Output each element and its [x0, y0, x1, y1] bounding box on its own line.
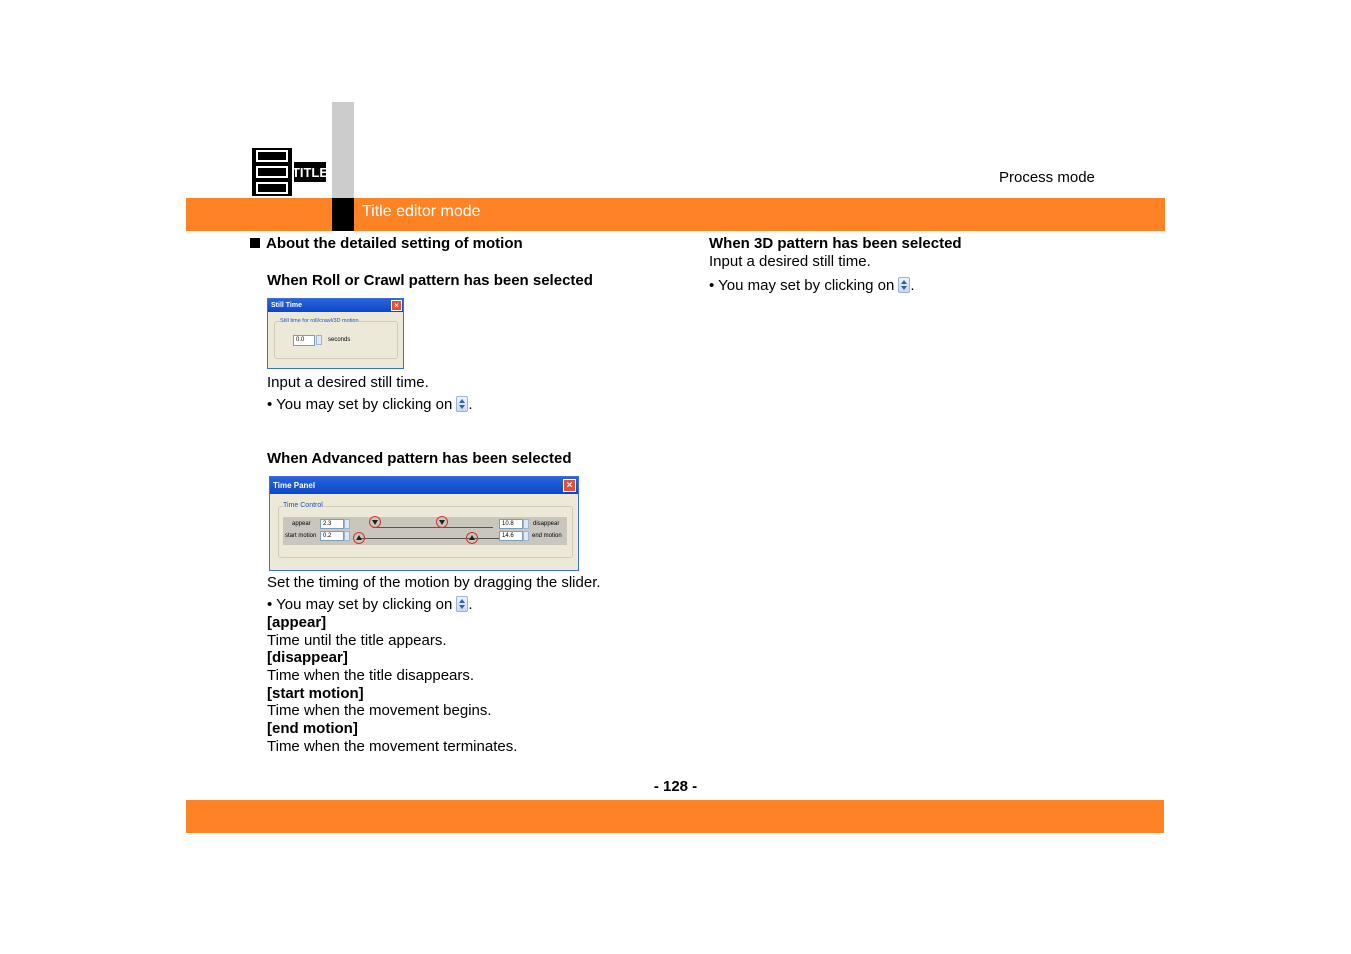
threed-bullet-end: . — [910, 277, 915, 294]
start-motion-label: start motion — [285, 533, 317, 539]
threed-heading: When 3D pattern has been selected — [709, 235, 962, 252]
time-track-area — [283, 517, 567, 545]
threed-bullet-text: • You may set by clicking on — [709, 277, 895, 294]
end-motion-slider-handle[interactable] — [466, 532, 478, 544]
appear-input[interactable]: 2.3 — [320, 519, 344, 529]
disappear-label: disappear — [533, 521, 560, 527]
roll-bullet-text: • You may set by clicking on — [267, 396, 453, 413]
end-motion-spinner[interactable] — [523, 531, 529, 541]
start-motion-slider-handle[interactable] — [353, 532, 365, 544]
appear-spinner[interactable] — [344, 519, 350, 529]
time-panel-titlebar — [270, 477, 578, 494]
roll-bullet-end: . — [468, 396, 473, 413]
threed-bullet — [709, 277, 915, 295]
def-disappear: Time when the title disappears. — [267, 667, 475, 684]
square-bullet-icon — [250, 238, 260, 248]
roll-bullet — [267, 396, 473, 414]
still-time-dialog — [267, 298, 404, 369]
spin-arrows-icon — [456, 596, 468, 612]
spin-arrows-icon — [456, 396, 468, 412]
advanced-heading: When Advanced pattern has been selected — [267, 450, 572, 467]
appear-slider-handle[interactable] — [369, 516, 381, 528]
section-title — [250, 235, 523, 253]
still-time-title: Still Time — [271, 302, 302, 309]
page-number: - 128 - — [653, 778, 698, 795]
still-time-unit: seconds — [328, 337, 351, 343]
end-motion-input[interactable]: 14.6 — [499, 531, 523, 541]
appear-label: appear — [292, 521, 311, 527]
close-icon[interactable]: × — [563, 479, 576, 492]
term-appear: [appear] — [267, 614, 327, 631]
appear-slider-track[interactable] — [373, 527, 493, 528]
def-end-motion: Time when the movement terminates. — [267, 738, 518, 755]
header-black-tab — [332, 198, 354, 231]
close-icon[interactable]: × — [391, 300, 402, 311]
roll-heading: When Roll or Crawl pattern has been selected — [267, 272, 593, 289]
time-control-group — [278, 502, 573, 558]
footer-orange-bar — [186, 800, 1164, 833]
time-panel-title: Time Panel — [273, 481, 316, 490]
threed-desc: Input a desired still time. — [709, 253, 871, 270]
mode-label: Title editor mode — [362, 203, 481, 220]
spin-arrows-icon — [898, 277, 910, 293]
header-gray-strip — [332, 102, 354, 198]
roll-desc: Input a desired still time. — [267, 374, 429, 391]
film-title-logo-icon — [250, 146, 328, 198]
time-panel-dialog — [269, 476, 579, 571]
advanced-bullet-text: • You may set by clicking on — [267, 596, 453, 613]
advanced-desc: Set the timing of the motion by dragging the slider. — [267, 574, 601, 591]
term-end-motion: [end motion] — [267, 720, 358, 737]
motion-slider-track[interactable] — [357, 538, 507, 539]
still-time-group — [274, 318, 398, 359]
disappear-slider-handle[interactable] — [436, 516, 448, 528]
process-mode-label: Process mode — [999, 169, 1095, 186]
still-time-input[interactable]: 0.0 — [293, 335, 315, 346]
term-start-motion: [start motion] — [267, 685, 364, 702]
still-time-titlebar — [268, 299, 403, 312]
term-disappear: [disappear] — [267, 649, 348, 666]
start-motion-input[interactable]: 0.2 — [320, 531, 344, 541]
still-time-spinner[interactable] — [316, 335, 322, 345]
section-title-text: About the detailed setting of motion — [266, 235, 523, 252]
advanced-bullet-end: . — [468, 596, 473, 613]
advanced-bullet — [267, 596, 473, 614]
start-motion-spinner[interactable] — [344, 531, 350, 541]
svg-text:TITLE: TITLE — [291, 165, 328, 180]
def-start-motion: Time when the movement begins. — [267, 702, 492, 719]
still-time-group-label: Still time for roll/crawl/3D motion — [280, 318, 359, 324]
disappear-input[interactable]: 10.8 — [499, 519, 523, 529]
time-control-label: Time Control — [283, 502, 323, 509]
disappear-spinner[interactable] — [523, 519, 529, 529]
end-motion-label: end motion — [532, 533, 562, 539]
def-appear: Time until the title appears. — [267, 632, 447, 649]
